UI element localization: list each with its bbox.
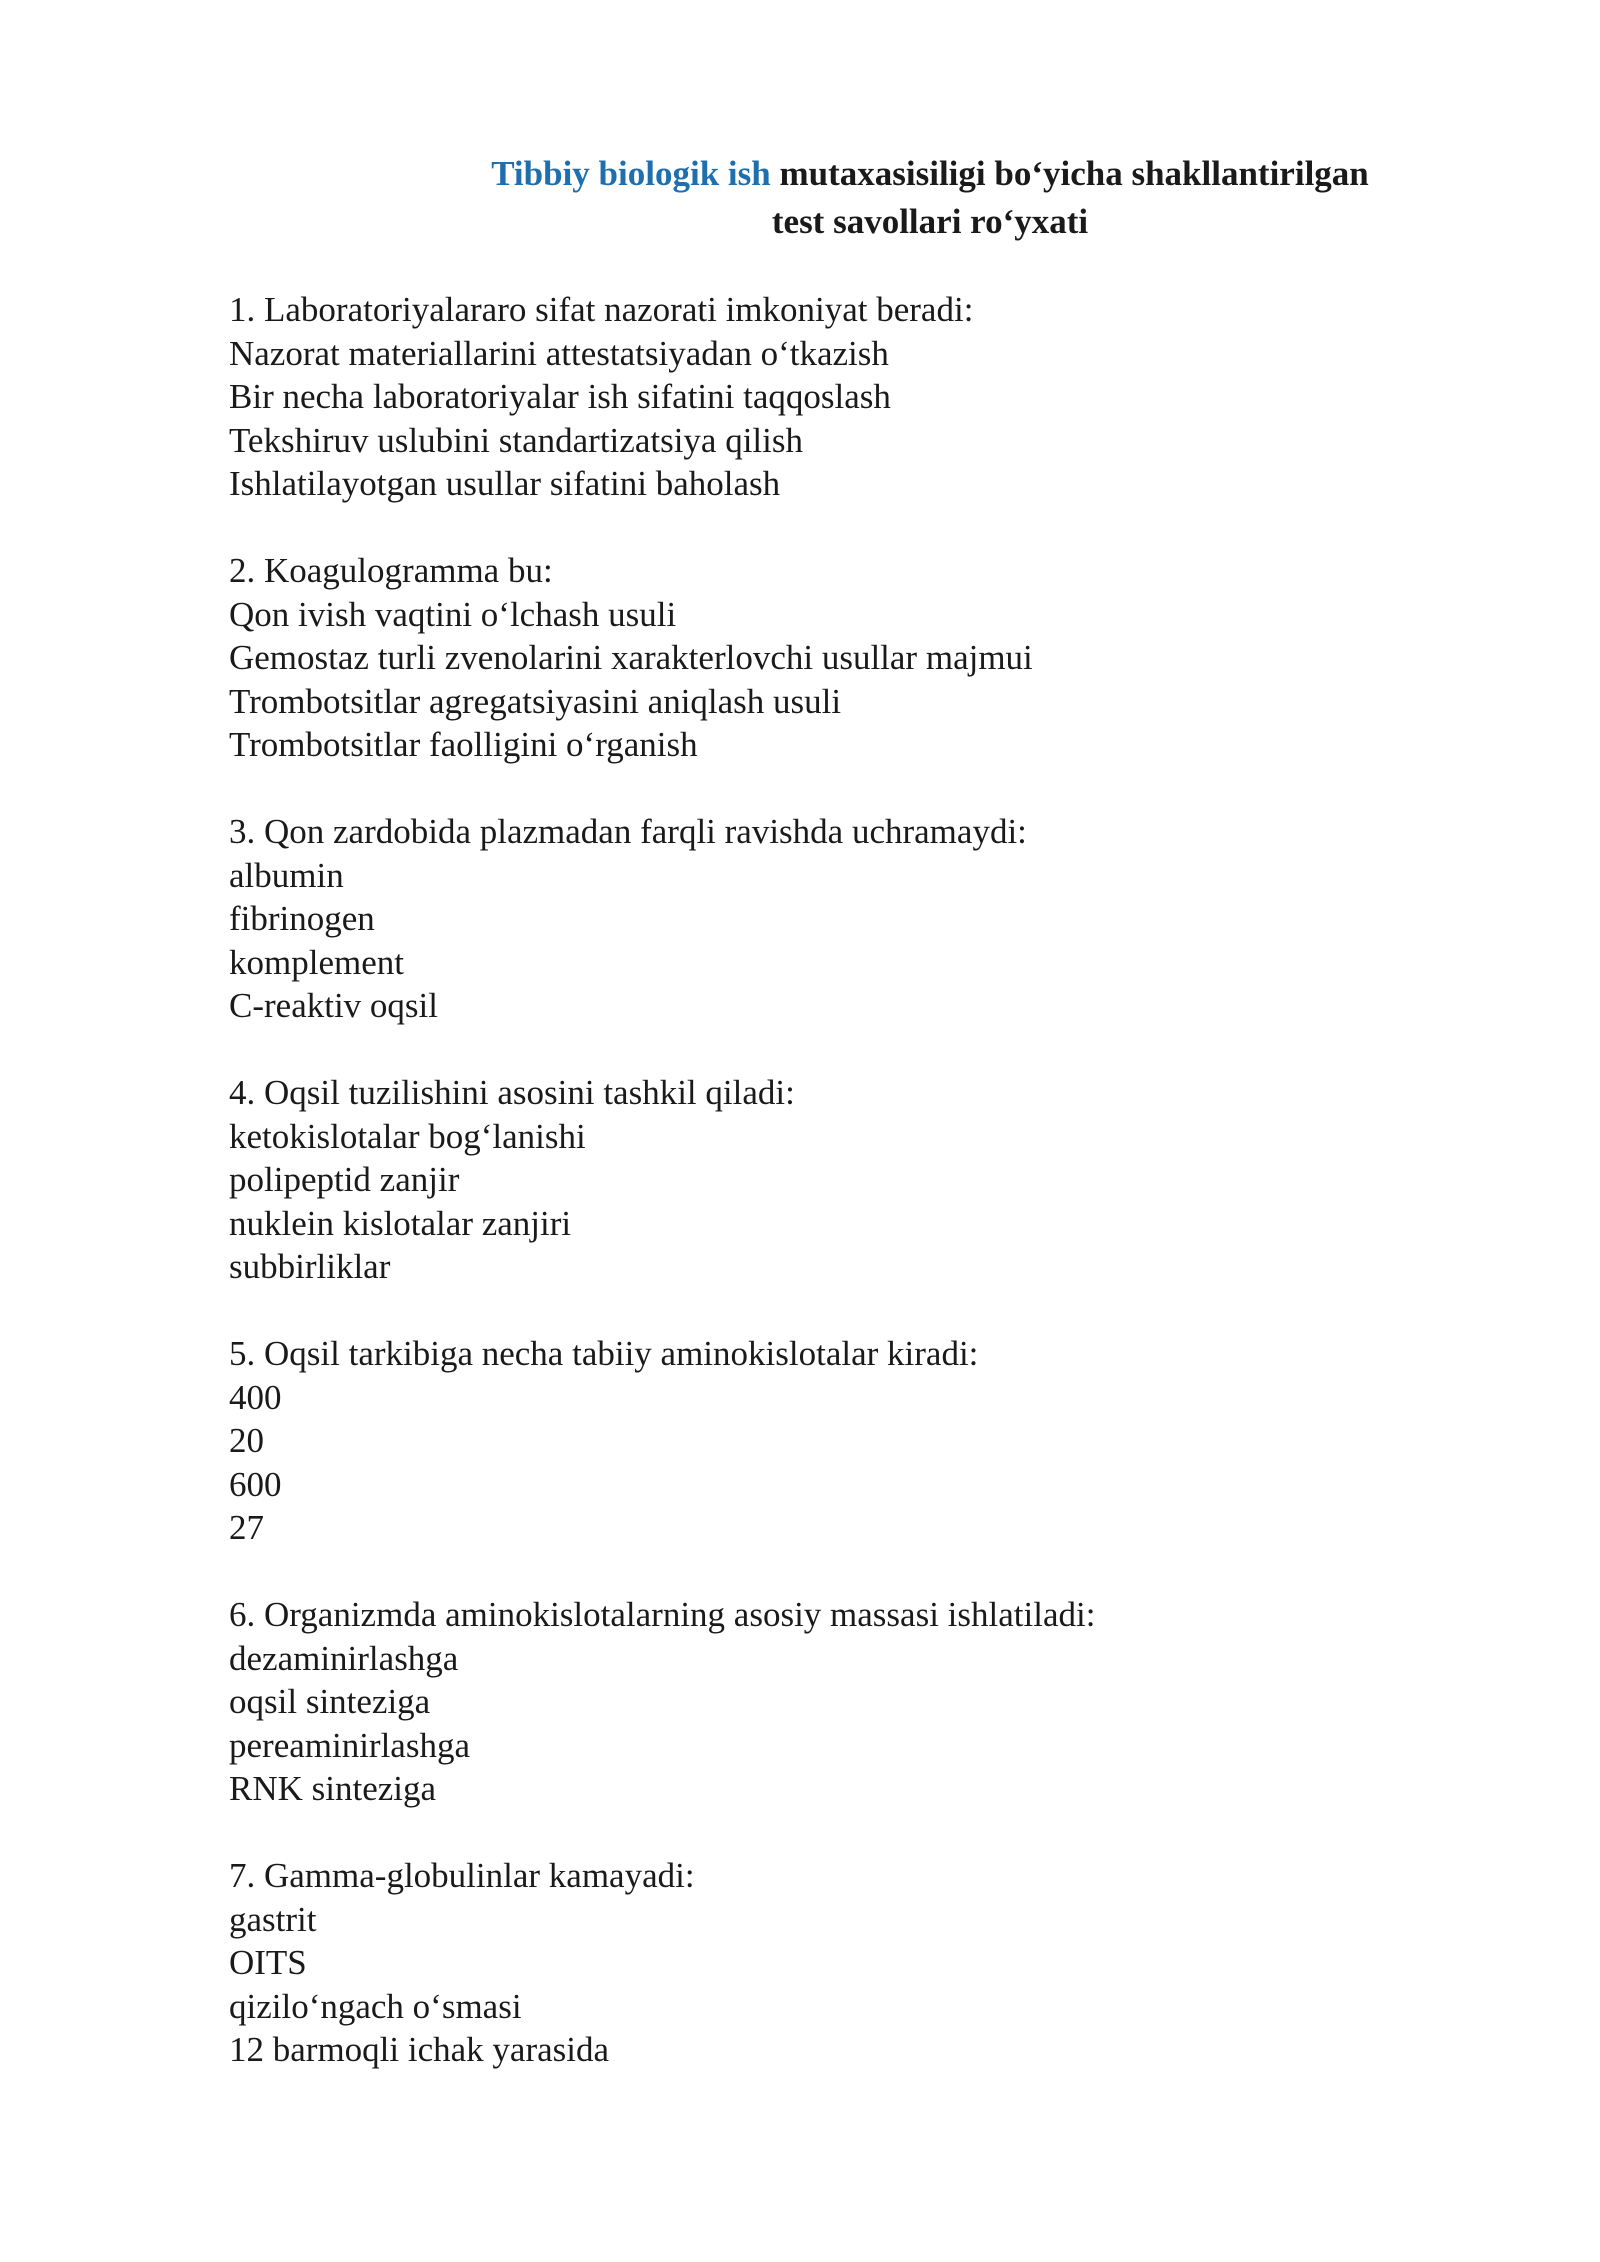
answer-option: Nazorat materiallarini attestatsiyadan o‘tkazish bbox=[229, 333, 889, 373]
title-line-1 bbox=[330, 150, 1530, 198]
answer-option: Ishlatilayotgan usullar sifatini baholash bbox=[229, 464, 781, 503]
question-block bbox=[229, 1071, 1529, 1289]
answer-option: Gemostaz turli zvenolarini xarakterlovchi usullar majmui bbox=[229, 638, 1033, 677]
answer-option: 600 bbox=[229, 1464, 282, 1504]
answer-option: Trombotsitlar agregatsiyasini aniqlash usuli bbox=[229, 681, 842, 721]
answer-option: 27 bbox=[229, 1508, 264, 1547]
answer-option: pereaminirlashga bbox=[229, 1725, 471, 1765]
question-block bbox=[229, 1593, 1529, 1811]
answer-option: RNK sinteziga bbox=[229, 1769, 437, 1808]
answer-option: Trombotsitlar faolligini o‘rganish bbox=[229, 725, 698, 764]
answer-option: Qon ivish vaqtini o‘lchash usuli bbox=[229, 594, 677, 634]
answer-option: polipeptid zanjir bbox=[229, 1160, 460, 1199]
answer-option: albumin bbox=[229, 855, 344, 895]
title-line-2: test savollari ro‘yxati bbox=[771, 202, 1089, 241]
question-block bbox=[229, 1332, 1529, 1550]
answer-option: oqsil sinteziga bbox=[229, 1682, 431, 1721]
document-title bbox=[330, 150, 1530, 246]
answer-option: fibrinogen bbox=[229, 899, 375, 938]
answer-option: subbirliklar bbox=[229, 1247, 391, 1286]
answer-option: qizilo‘ngach o‘smasi bbox=[229, 1986, 522, 2026]
answer-option: dezaminirlashga bbox=[229, 1638, 459, 1678]
answer-option: Tekshiruv uslubini standartizatsiya qilish bbox=[229, 420, 803, 460]
answer-option: 12 barmoqli ichak yarasida bbox=[229, 2030, 610, 2069]
question-list bbox=[229, 288, 1529, 2115]
answer-option: C-reaktiv oqsil bbox=[229, 986, 438, 1025]
answer-option: gastrit bbox=[229, 1899, 317, 1939]
question-block bbox=[229, 549, 1529, 767]
answer-option: komplement bbox=[229, 942, 404, 982]
answer-option: ketokislotalar bog‘lanishi bbox=[229, 1116, 586, 1156]
question-text: 5. Oqsil tarkibiga necha tabiiy aminokislotalar kiradi: bbox=[229, 1334, 979, 1373]
answer-option: OITS bbox=[229, 1943, 307, 1982]
question-block bbox=[229, 810, 1529, 1028]
answer-option: 20 bbox=[229, 1421, 264, 1460]
question-text: 3. Qon zardobida plazmadan farqli ravishda uchramaydi: bbox=[229, 812, 1027, 851]
answer-option: nuklein kislotalar zanjiri bbox=[229, 1203, 572, 1243]
answer-option: Bir necha laboratoriyalar ish sifatini taqqoslash bbox=[229, 377, 891, 416]
answer-option: 400 bbox=[229, 1377, 282, 1417]
question-text: 2. Koagulogramma bu: bbox=[229, 551, 553, 590]
question-text: 1. Laboratoriyalararo sifat nazorati imkoniyat beradi: bbox=[229, 290, 974, 329]
question-block bbox=[229, 288, 1529, 506]
question-text: 7. Gamma-globulinlar kamayadi: bbox=[229, 1856, 695, 1895]
title-rest: mutaxasisiligi bo‘yicha shakllantirilgan bbox=[770, 154, 1369, 193]
question-text: 4. Oqsil tuzilishini asosini tashkil qiladi: bbox=[229, 1073, 795, 1112]
question-block bbox=[229, 1854, 1529, 2072]
title-accent: Tibbiy biologik ish bbox=[491, 154, 771, 193]
question-text: 6. Organizmda aminokislotalarning asosiy massasi ishlatiladi: bbox=[229, 1595, 1096, 1634]
